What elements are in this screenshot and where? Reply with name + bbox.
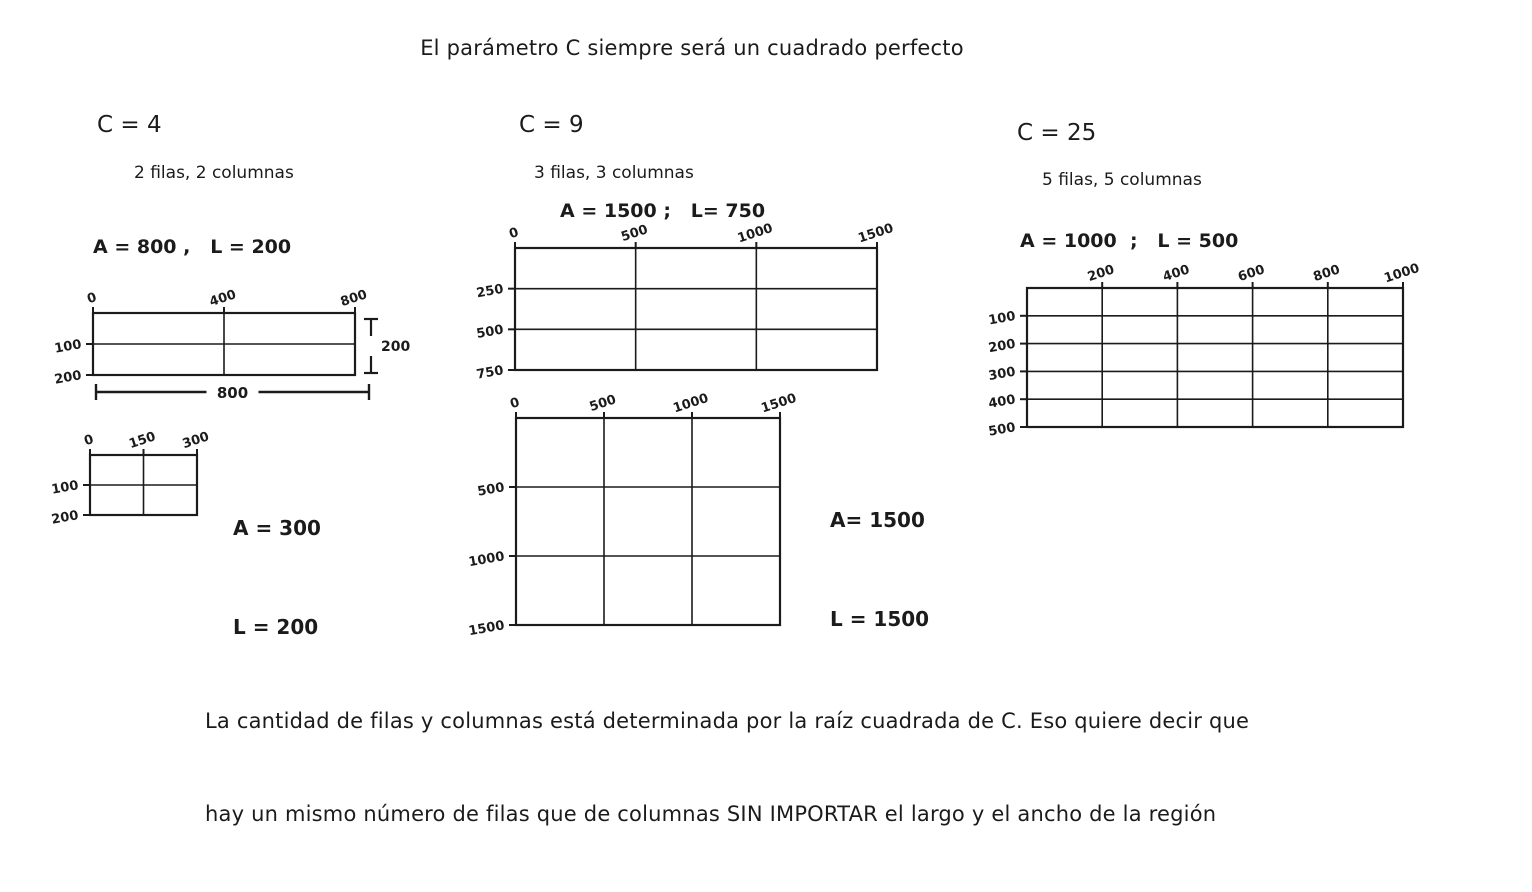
svg-text:250: 250: [475, 281, 505, 302]
svg-text:300: 300: [987, 364, 1017, 385]
grid-c4-small: [45, 427, 259, 557]
grid-c4-main-label: A = 800 , L = 200: [93, 236, 292, 258]
svg-text:200: 200: [987, 336, 1017, 357]
grid-c9-top: [470, 220, 939, 412]
footer-note: [205, 644, 1249, 892]
svg-text:800: 800: [338, 287, 370, 310]
svg-text:1000: 1000: [735, 220, 775, 247]
svg-text:0: 0: [508, 395, 522, 413]
grid-c9-top-label: A = 1500 ; L= 750: [560, 200, 766, 222]
svg-text:0: 0: [85, 290, 99, 308]
svg-text:100: 100: [987, 308, 1017, 329]
svg-text:200: 200: [50, 508, 80, 528]
svg-text:1000: 1000: [671, 390, 711, 417]
svg-text:0: 0: [507, 225, 521, 243]
section-c4-subheading: 2 filas, 2 columnas: [134, 163, 294, 183]
section-c4-heading: C = 4: [97, 112, 162, 138]
svg-text:500: 500: [587, 392, 619, 415]
svg-text:200: 200: [381, 339, 411, 355]
footer-note-line2: hay un mismo número de filas que de columnas SIN IMPORTAR el largo y el ancho de la región: [205, 802, 1217, 826]
footer-note-line1: La cantidad de filas y columnas está determinada por la raíz cuadrada de C. Eso quiere decir que: [205, 709, 1250, 733]
svg-text:200: 200: [1085, 262, 1117, 285]
grid-c4-small-label-line1: A = 300: [233, 516, 321, 540]
svg-text:100: 100: [53, 337, 83, 357]
svg-text:1500: 1500: [759, 390, 799, 417]
section-c9-subheading: 3 filas, 3 columnas: [534, 163, 694, 183]
svg-text:0: 0: [82, 432, 96, 450]
svg-text:1000: 1000: [1382, 260, 1422, 287]
svg-text:300: 300: [180, 429, 212, 452]
svg-text:200: 200: [53, 368, 83, 388]
svg-text:500: 500: [619, 222, 650, 245]
svg-text:500: 500: [475, 322, 505, 342]
svg-text:1500: 1500: [467, 618, 506, 640]
svg-text:500: 500: [476, 480, 506, 500]
svg-text:150: 150: [127, 429, 158, 452]
svg-text:750: 750: [475, 363, 505, 383]
svg-text:400: 400: [987, 392, 1017, 412]
grid-c9-bottom: [467, 390, 842, 667]
svg-text:600: 600: [1236, 262, 1267, 285]
svg-text:800: 800: [1311, 262, 1342, 285]
svg-text:400: 400: [207, 287, 239, 310]
grid-c9-bottom-label-line2: L = 1500: [830, 607, 930, 631]
svg-text:100: 100: [50, 478, 80, 498]
svg-text:400: 400: [1161, 262, 1192, 285]
grid-c4-main: [48, 285, 417, 417]
grid-c25-label: A = 1000 ; L = 500: [1020, 230, 1239, 252]
grid-c9-bottom-label-line1: A= 1500: [830, 508, 925, 532]
section-c9-heading: C = 9: [519, 112, 584, 138]
grid-c4-small-label-line2: L = 200: [233, 615, 319, 639]
section-c25-heading: C = 25: [1017, 120, 1097, 146]
svg-text:500: 500: [987, 420, 1017, 440]
svg-text:1500: 1500: [856, 220, 896, 247]
svg-text:1000: 1000: [467, 549, 506, 571]
svg-text:800: 800: [216, 384, 249, 402]
page-title: El parámetro C siempre será un cuadrado perfecto: [420, 36, 964, 60]
section-c25-subheading: 5 filas, 5 columnas: [1042, 170, 1202, 190]
grid-c25: [982, 260, 1465, 469]
